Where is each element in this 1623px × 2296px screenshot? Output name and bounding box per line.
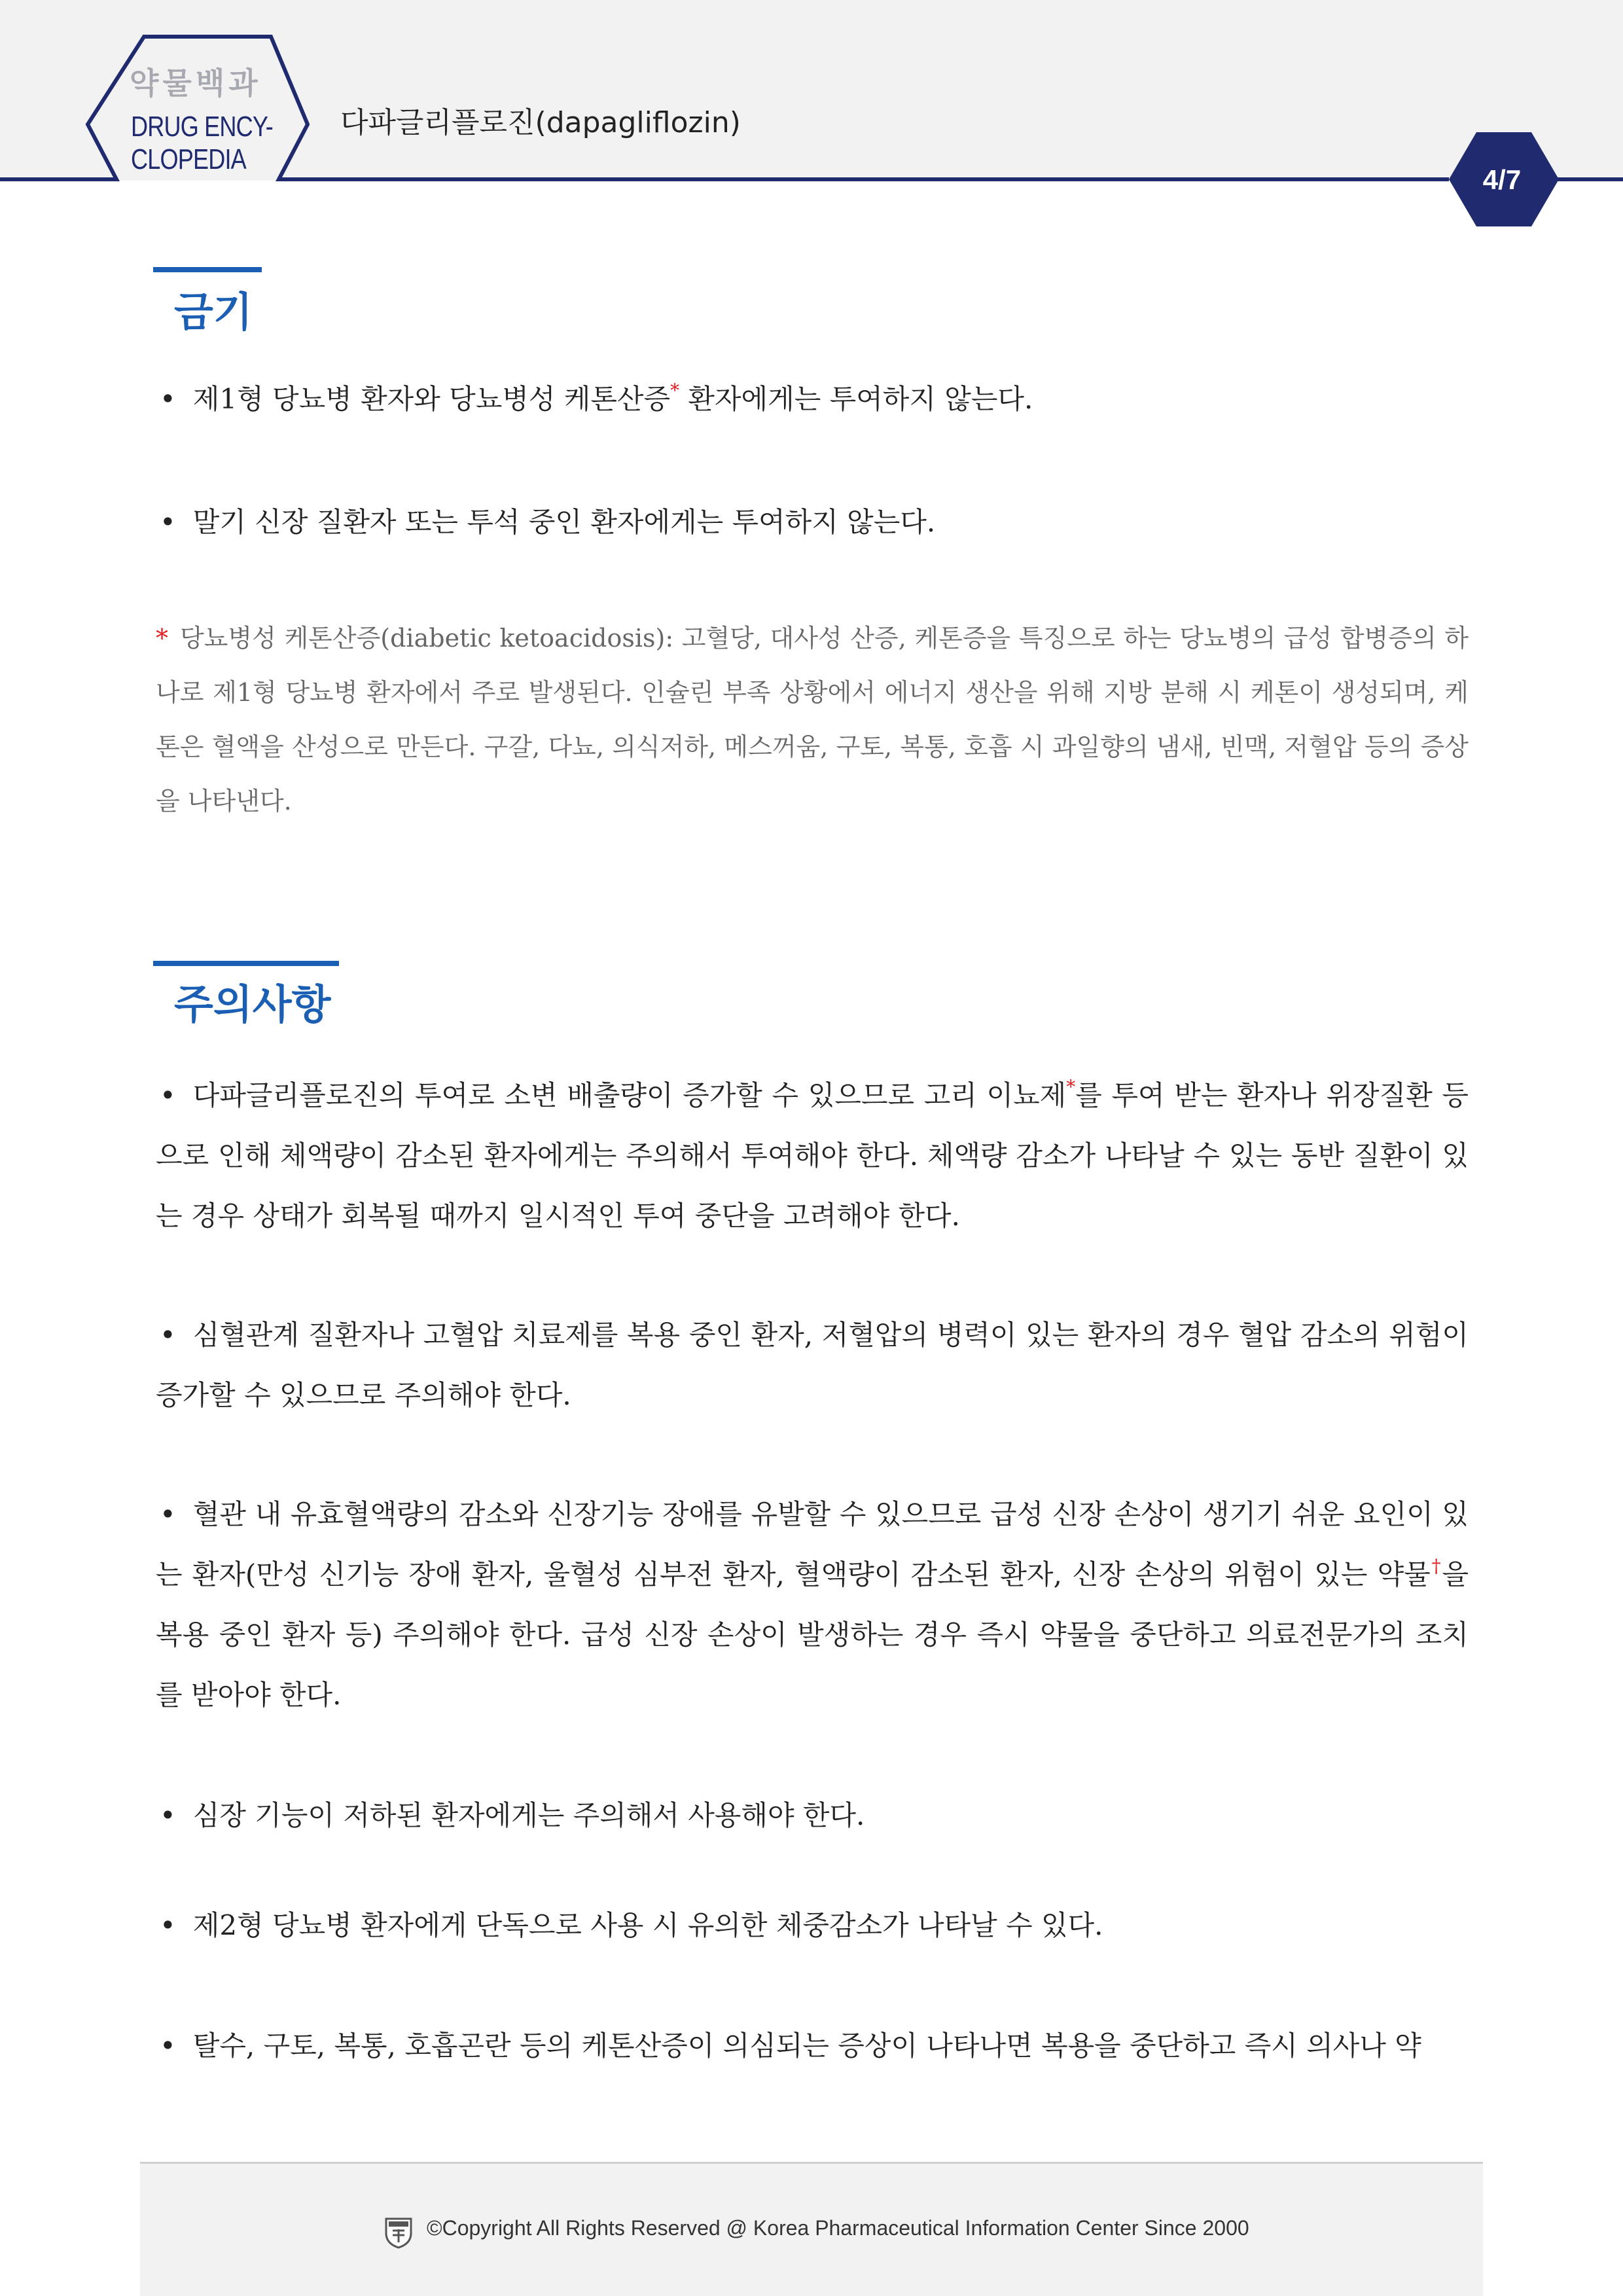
footnote-ketoacidosis: * 당뇨병성 케톤산증(diabetic ketoacidosis): 고혈당, 대사성 산증, 케톤증을 특징으로 하는 당뇨병의 급성 합병증의 하나로 제1형 당뇨병 환자에서 주로 발생된다. 인슐린 부족 상황에서 에너지 생산을 위해 지방 분해 시 케톤이 생성되며, 케톤은 혈액을 산성으로 만든다. 구갈, 다뇨, 의식저하, 메스꺼움, 구토, 복통, 호흡 시 과일향의 냄새, 빈맥, 저혈압 등의 증상을 나타낸다.	[156, 624, 1469, 816]
footnote-marker: *	[1066, 1076, 1076, 1098]
footnote-marker: †	[1430, 1555, 1442, 1577]
bullet-icon: •	[160, 383, 176, 415]
contraindication-item-1: • 제1형 당뇨병 환자와 당뇨병성 케톤산증* 환자에게는 투여하지 않는다.	[160, 380, 1033, 415]
bullet-icon: •	[160, 1799, 176, 1831]
precaution-item-1: • 다파글리플로진의 투여로 소변 배출량이 증가할 수 있으므로 고리 이뇨제*를 투여 받는 환자나 위장질환 등으로 인해 체액량이 감소된 환자에게는 주의해서 투여해야 한다. 체액량 감소가 나타날 수 있는 동반 질환이 있는 경우 상태가 회복될 때까지 일시적인 투여 중단을 고려해야 한다.	[156, 1076, 1469, 1232]
footnote-marker: *	[156, 624, 168, 653]
logo-korean: 약물백과	[130, 66, 262, 100]
bullet-icon: •	[160, 1079, 176, 1111]
bullet-icon: •	[160, 1909, 176, 1941]
bullet-icon: •	[160, 1319, 176, 1351]
precaution-item-4: • 심장 기능이 저하된 환자에게는 주의해서 사용해야 한다.	[160, 1799, 865, 1831]
document-title: 다파글리플로진(dapagliflozin)	[340, 106, 741, 139]
bullet-icon: •	[160, 2030, 176, 2062]
contraindication-item-2: • 말기 신장 질환자 또는 투석 중인 환자에게는 투여하지 않는다.	[160, 506, 936, 538]
section-underline-contraindications	[153, 267, 262, 272]
precaution-item-5: • 제2형 당뇨병 환자에게 단독으로 사용 시 유의한 체중감소가 나타날 수 있다.	[160, 1909, 1103, 1941]
bullet-icon: •	[160, 1498, 176, 1530]
logo-english-line2: CLOPEDIA	[131, 143, 246, 175]
section-underline-precautions	[153, 961, 339, 966]
precaution-item-6: • 탈수, 구토, 복통, 호흡곤란 등의 케톤산증이 의심되는 증상이 나타나면 복용을 중단하고 즉시 의사나 약	[160, 2030, 1421, 2062]
page-number: 4/7	[1482, 164, 1522, 195]
kpic-emblem-icon	[383, 2215, 414, 2249]
precaution-item-3: • 혈관 내 유효혈액량의 감소와 신장기능 장애를 유발할 수 있으므로 급성 신장 손상이 생기기 쉬운 요인이 있는 환자(만성 신기능 장애 환자, 울혈성 심부전 환자, 혈액량이 감소된 환자, 신장 손상의 위험이 있는 약물†을 복용 중인 환자 등) 주의해야 한다. 급성 신장 손상이 발생하는 경우 즉시 약물을 중단하고 의료전문가의 조치를 받아야 한다.	[156, 1498, 1469, 1711]
section-title-contraindications: 금기	[174, 288, 253, 336]
precaution-item-2: • 심혈관계 질환자나 고혈압 치료제를 복용 중인 환자, 저혈압의 병력이 있는 환자의 경우 혈압 감소의 위험이 증가할 수 있으므로 주의해야 한다.	[156, 1319, 1469, 1411]
bullet-icon: •	[160, 506, 176, 538]
footer-copyright: ©Copyright All Rights Reserved @ Korea Pharmaceutical Information Center Since 2000	[427, 2216, 1249, 2240]
section-title-precautions: 주의사항	[174, 980, 331, 1028]
logo-english-line1: DRUG ENCY-	[131, 111, 274, 143]
footnote-marker: *	[670, 380, 680, 401]
